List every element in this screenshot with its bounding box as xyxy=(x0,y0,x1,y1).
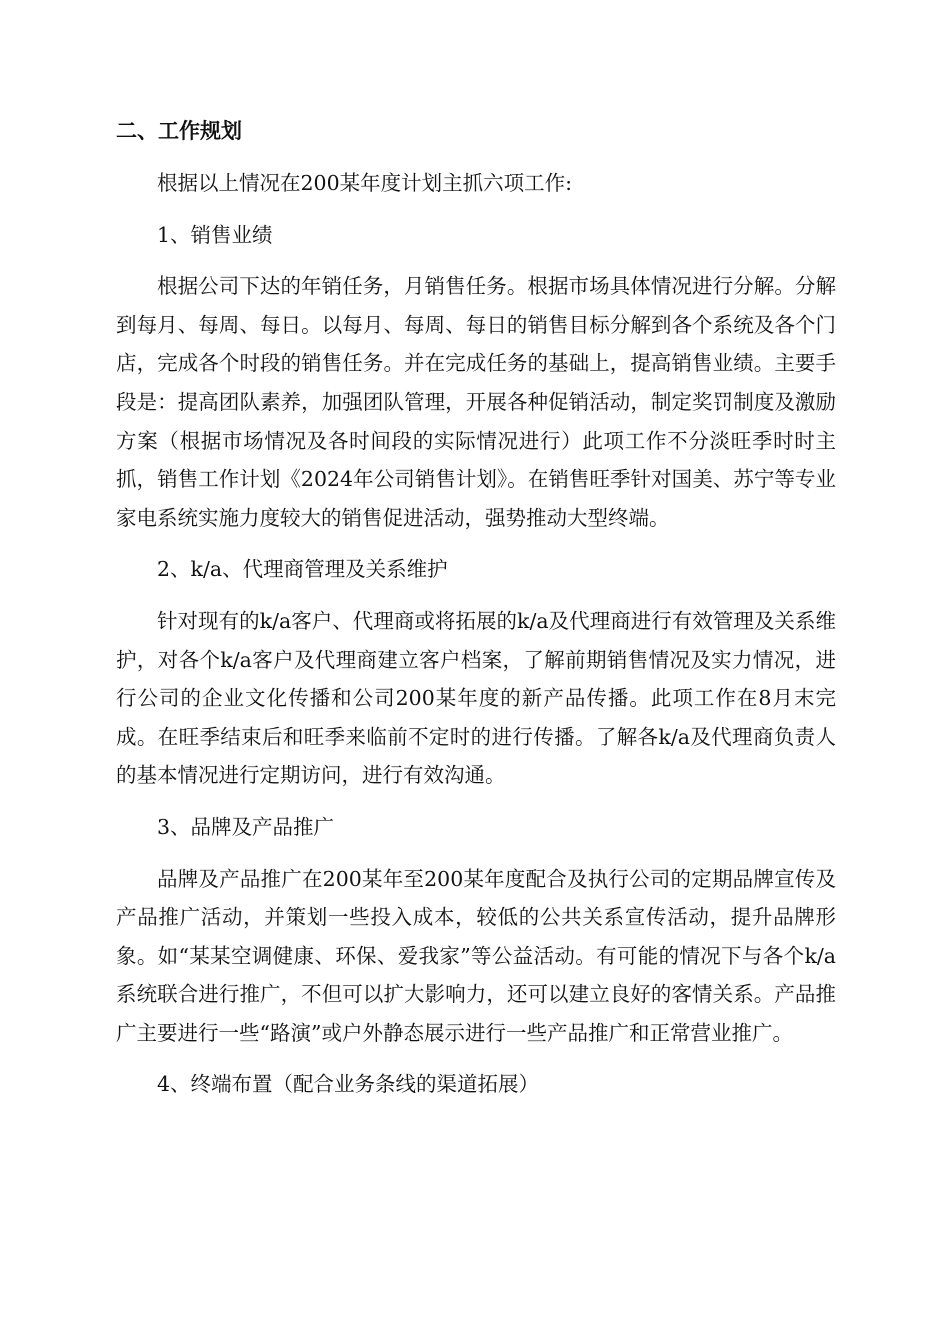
item-heading-sales: 1、销售业绩 xyxy=(157,222,273,247)
item-heading-brand-promotion: 3、品牌及产品推广 xyxy=(157,814,335,839)
item-body-ka-agents: 针对现有的k/a客户、代理商或将拓展的k/a及代理商进行有效管理及关系维护，对各个k/a客户及代理商建立客户档案，了解前期销售情况及实力情况，进行公司的企业文化传播和公司200某年度的新产品传播。此项工作在8月末完成。在旺季结束后和旺季来临前不定时的进行传播。了解各k/a及代理商负责人的基本情况进行定期访问，进行有效沟通。 xyxy=(116,608,836,788)
document-body xyxy=(116,164,836,1117)
item-body-sales: 根据公司下达的年销任务，月销售任务。根据市场具体情况进行分解。分解到每月、每周、每日。以每月、每周、每日的销售目标分解到各个系统及各个门店，完成各个时段的销售任务。并在完成任务的基础上，提高销售业绩。主要手段是：提高团队素养，加强团队管理，开展各种促销活动，制定奖罚制度及激励方案（根据市场情况及各时间段的实际情况进行）此项工作不分淡旺季时时主抓，销售工作计划《2024年公司销售计划》。在销售旺季针对国美、苏宁等专业家电系统实施力度较大的销售促进活动，强势推动大型终端。 xyxy=(116,274,836,530)
item-heading-terminal-layout: 4、终端布置（配合业务条线的渠道拓展） xyxy=(157,1072,540,1097)
section-title: 二、工作规划 xyxy=(116,119,242,143)
intro-paragraph: 根据以上情况在200某年度计划主抓六项工作: xyxy=(157,171,573,195)
item-heading-ka-agents: 2、k/a、代理商管理及关系维护 xyxy=(157,557,448,582)
item-body-brand-promotion: 品牌及产品推广在200某年至200某年度配合及执行公司的定期品牌宣传及产品推广活动，并策划一些投入成本，较低的公共关系宣传活动，提升品牌形象。如“某某空调健康、环保、爱我家”等公益活动。有可能的情况下与各个k/a系统联合进行推广，不但可以扩大影响力，还可以建立良好的客情关系。产品推广主要进行一些“路演”或户外静态展示进行一些产品推广和正常营业推广。 xyxy=(116,866,836,1045)
